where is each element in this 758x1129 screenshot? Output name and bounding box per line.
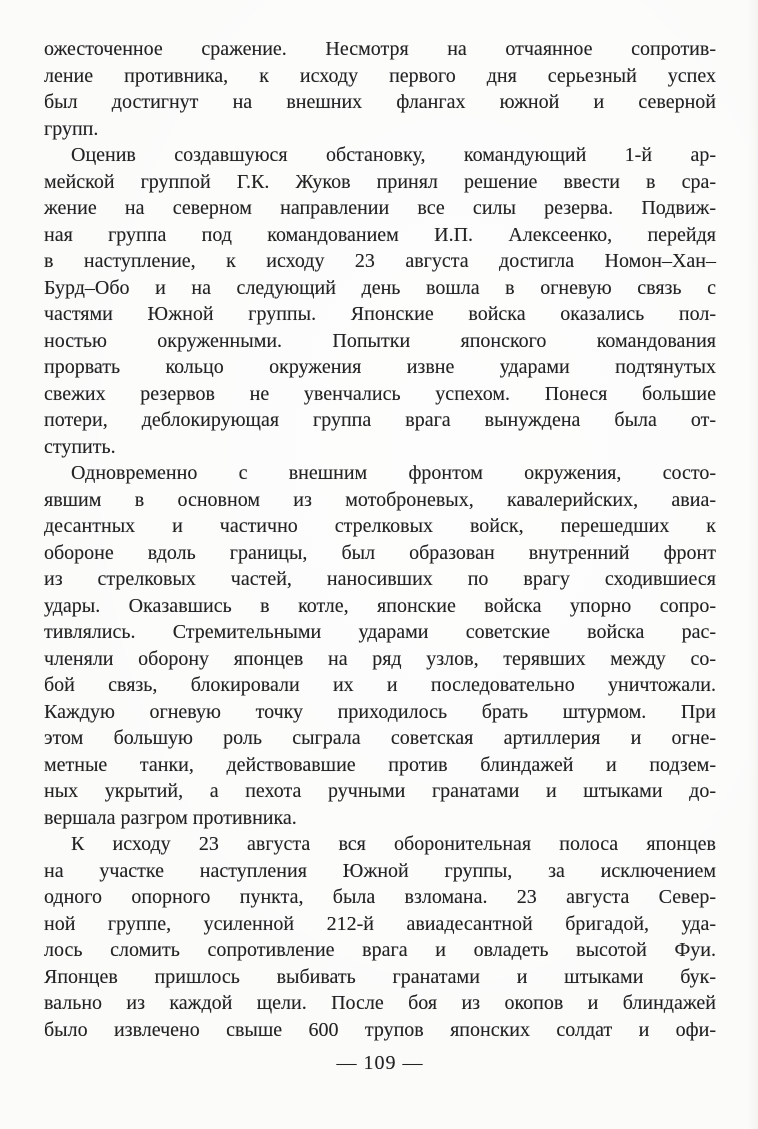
text-line: десантных и частично стрелковых войск, перешедших к [44, 515, 716, 537]
text-line: ление противника, к исходу первого дня серьезный успех [44, 64, 716, 87]
text-line: был достигнут на внешних флангах южной и северной [44, 91, 716, 113]
text-line: тивлялись. Стремительными ударами советские войска рас- [44, 621, 716, 643]
text-line: в наступление, к исходу 23 августа достигла Номон–Хан– [44, 250, 716, 272]
text-line: Оценив создавшуюся обстановку, командующий 1-й ар- [71, 144, 716, 166]
text-line: Японцев пришлось выбивать гранатами и штыками бук- [44, 965, 716, 988]
text-line: мейской группой Г.К. Жуков принял решение ввести в сра- [44, 170, 716, 193]
text-line: лось сломить сопротивление врага и овладеть высотой Фуи. [44, 939, 716, 961]
text-line: жение на северном направлении все силы резерва. Подвиж- [44, 197, 716, 219]
text-line: ная группа под командованием И.П. Алексеенко, перейдя [44, 223, 716, 246]
text-line: на участке наступления Южной группы, за исключением [44, 859, 716, 882]
page-body [44, 36, 716, 1043]
text-line: ностью окруженными. Попытки японского командования [44, 329, 716, 352]
text-line: вально из каждой щели. После боя из окопов и блиндажей [44, 992, 716, 1014]
text-line: ной группе, усиленной 212-й авиадесантной бригадой, уда- [44, 912, 716, 935]
text-line: групп. [44, 117, 99, 140]
text-line: метные танки, действовавшие против блиндажей и подзем- [44, 753, 716, 776]
text-line: было извлечено свыше 600 трупов японских солдат и офи- [44, 1018, 716, 1041]
text-line: прорвать кольцо окружения извне ударами подтянутых [44, 356, 716, 378]
text-line: явшим в основном из мотоброневых, кавалерийских, авиа- [44, 488, 716, 511]
page-number: — 109 — [336, 1052, 424, 1074]
paragraph [44, 142, 716, 460]
paragraph [44, 831, 716, 1043]
text-line: удары. Оказавшись в котле, японские войска упорно сопро- [44, 594, 716, 617]
text-line: членяли оборону японцев на ряд узлов, терявших между со- [44, 647, 716, 670]
text-line: ступить. [44, 435, 116, 458]
text-line: бой связь, блокировали их и последовательно уничтожали. [44, 674, 716, 696]
text-line: К исходу 23 августа вся оборонительная полоса японцев [71, 833, 716, 855]
text-line: этом большую роль сыграла советская артиллерия и огне- [44, 727, 716, 749]
paragraph [44, 460, 716, 831]
text-line: частями Южной группы. Японские войска оказались пол- [44, 303, 716, 325]
text-line: Одновременно с внешним фронтом окружения, состо- [71, 462, 716, 484]
text-line: свежих резервов не увенчались успехом. Понеся большие [44, 382, 716, 405]
text-line: Каждую огневую точку приходилось брать штурмом. При [44, 700, 716, 723]
text-line: обороне вдоль границы, был образован внутренний фронт [44, 541, 716, 564]
text-line: Бурд–Обо и на следующий день вошла в огневую связь с [44, 276, 716, 299]
text-line: вершала разгром противника. [44, 806, 297, 829]
text-line: одного опорного пункта, была взломана. 23 августа Север- [44, 886, 716, 908]
paragraph [44, 36, 716, 142]
text-line: ных укрытий, а пехота ручными гранатами и штыками до- [44, 780, 716, 802]
text-line: из стрелковых частей, наносивших по врагу сходившиеся [44, 568, 716, 590]
text-line: потери, деблокирующая группа врага вынуждена была от- [44, 409, 716, 431]
text-line: ожесточенное сражение. Несмотря на отчаянное сопротив- [44, 38, 716, 60]
